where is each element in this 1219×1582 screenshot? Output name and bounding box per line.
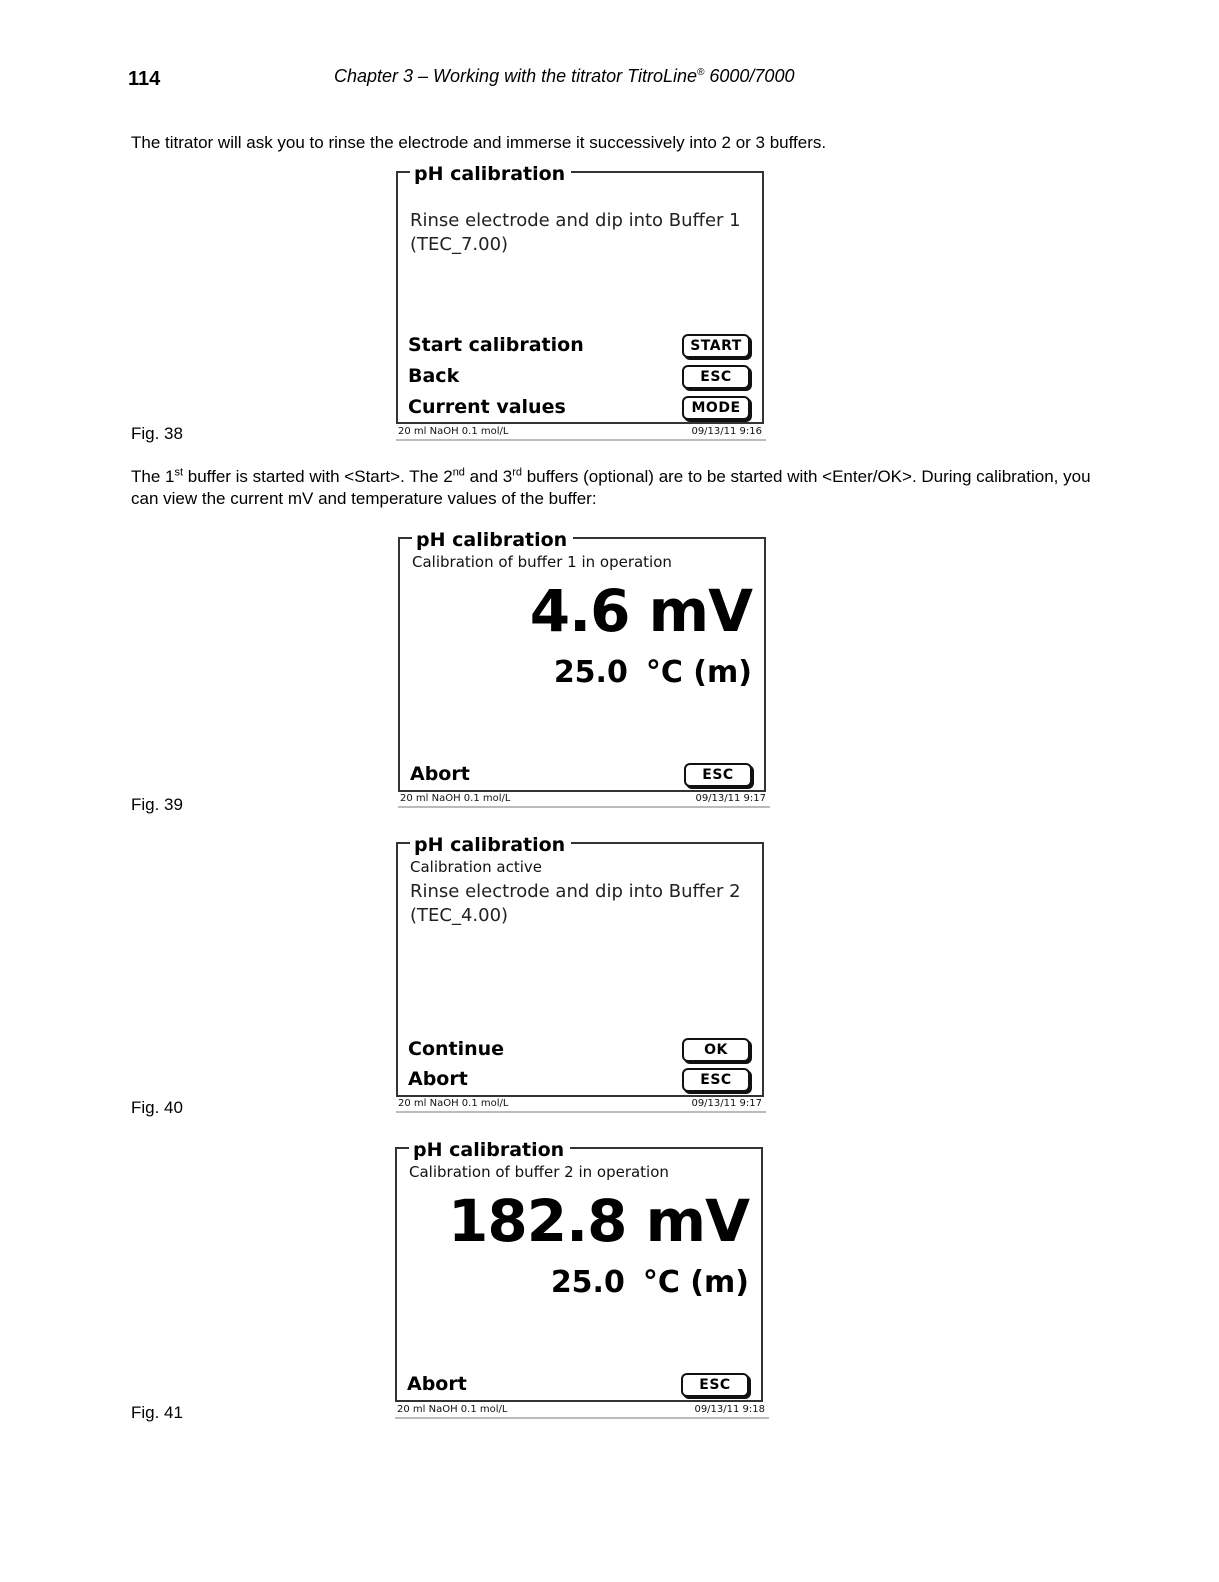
abort-label: Abort bbox=[407, 1373, 467, 1395]
fig39-temperature bbox=[554, 655, 752, 690]
fig38-label: Fig. 38 bbox=[131, 424, 183, 443]
fig41-status-datetime: 09/13/11 9:18 bbox=[694, 1404, 765, 1415]
fig40-title: pH calibration bbox=[410, 834, 571, 856]
para-text-3: and 3 bbox=[464, 467, 513, 486]
fig41-label: Fig. 41 bbox=[131, 1403, 183, 1422]
esc-key-button[interactable]: ESC bbox=[681, 1373, 749, 1397]
mode-key-button[interactable]: MODE bbox=[682, 396, 750, 420]
fig40-status-bar bbox=[396, 1097, 766, 1113]
fig41-status-bar bbox=[395, 1403, 769, 1419]
esc-key-button[interactable]: ESC bbox=[682, 365, 750, 389]
para-text-1: The 1 bbox=[131, 467, 175, 486]
start-calibration-label: Start calibration bbox=[408, 334, 584, 356]
para-sup-1: st bbox=[174, 466, 184, 479]
fig41-temp-unit: °C (m) bbox=[642, 1265, 749, 1300]
fig40-status-reagent: 20 ml NaOH 0.1 mol/L bbox=[398, 1098, 509, 1109]
esc-key-button[interactable]: ESC bbox=[684, 763, 752, 787]
fig39-mv-value: 4.6 mV bbox=[529, 577, 752, 645]
fig38-status-bar bbox=[396, 425, 766, 441]
para-text-2: buffer is started with <Start>. The 2 bbox=[183, 467, 453, 486]
registered-mark: ® bbox=[697, 67, 705, 78]
fig40-label: Fig. 40 bbox=[131, 1098, 183, 1117]
running-header bbox=[334, 66, 794, 87]
esc-key-button[interactable]: ESC bbox=[682, 1068, 750, 1092]
fig41-title: pH calibration bbox=[409, 1139, 570, 1161]
fig39-status-datetime: 09/13/11 9:17 bbox=[695, 793, 766, 804]
fig39-screen bbox=[398, 529, 766, 792]
fig39-temp-number: 25.0 bbox=[553, 655, 628, 690]
chapter-title: Chapter 3 – Working with the titrator TitroLine bbox=[334, 66, 697, 86]
fig40-message-line2: (TEC_4.00) bbox=[410, 905, 509, 926]
fig38-title: pH calibration bbox=[410, 163, 571, 185]
fig41-subtitle: Calibration of buffer 2 in operation bbox=[409, 1163, 669, 1181]
fig41-temp-number: 25.0 bbox=[550, 1265, 625, 1300]
fig41-screen bbox=[395, 1139, 763, 1402]
middle-paragraph bbox=[131, 466, 1091, 510]
continue-label: Continue bbox=[408, 1038, 505, 1060]
abort-label: Abort bbox=[408, 1068, 468, 1090]
fig39-label: Fig. 39 bbox=[131, 795, 183, 814]
fig38-message-line1: Rinse electrode and dip into Buffer 1 bbox=[410, 210, 741, 231]
chapter-model: 6000/7000 bbox=[704, 66, 795, 86]
fig39-subtitle: Calibration of buffer 1 in operation bbox=[412, 553, 672, 571]
fig38-message-line2: (TEC_7.00) bbox=[410, 234, 509, 255]
fig40-subtitle: Calibration active bbox=[410, 858, 542, 876]
fig41-status-reagent: 20 ml NaOH 0.1 mol/L bbox=[397, 1404, 508, 1415]
fig40-status-datetime: 09/13/11 9:17 bbox=[691, 1098, 762, 1109]
fig38-screen bbox=[396, 163, 764, 424]
fig41-mv-value: 182.8 mV bbox=[448, 1187, 749, 1255]
current-values-label: Current values bbox=[408, 396, 566, 418]
ok-key-button[interactable]: OK bbox=[682, 1038, 750, 1062]
para-sup-2: nd bbox=[452, 466, 465, 479]
start-key-button[interactable]: START bbox=[682, 334, 750, 358]
page-number: 114 bbox=[128, 68, 161, 90]
para-sup-3: rd bbox=[512, 466, 522, 479]
fig41-temperature bbox=[551, 1265, 749, 1300]
fig39-title: pH calibration bbox=[412, 529, 573, 551]
abort-label: Abort bbox=[410, 763, 470, 785]
fig39-status-bar bbox=[398, 792, 770, 808]
fig38-status-reagent: 20 ml NaOH 0.1 mol/L bbox=[398, 426, 509, 437]
fig39-temp-unit: °C (m) bbox=[645, 655, 752, 690]
back-label: Back bbox=[408, 365, 460, 387]
fig39-status-reagent: 20 ml NaOH 0.1 mol/L bbox=[400, 793, 511, 804]
fig40-screen bbox=[396, 834, 764, 1097]
fig40-message-line1: Rinse electrode and dip into Buffer 2 bbox=[410, 881, 741, 902]
intro-paragraph: The titrator will ask you to rinse the electrode and immerse it successively into 2 or 3 buffers. bbox=[131, 133, 827, 152]
para-text-4: buffers (optional) are to be started with <Enter/OK>. During calibration, you can view the current mV and temperature values of the buffer: bbox=[131, 467, 1091, 508]
fig38-status-datetime: 09/13/11 9:16 bbox=[691, 426, 762, 437]
